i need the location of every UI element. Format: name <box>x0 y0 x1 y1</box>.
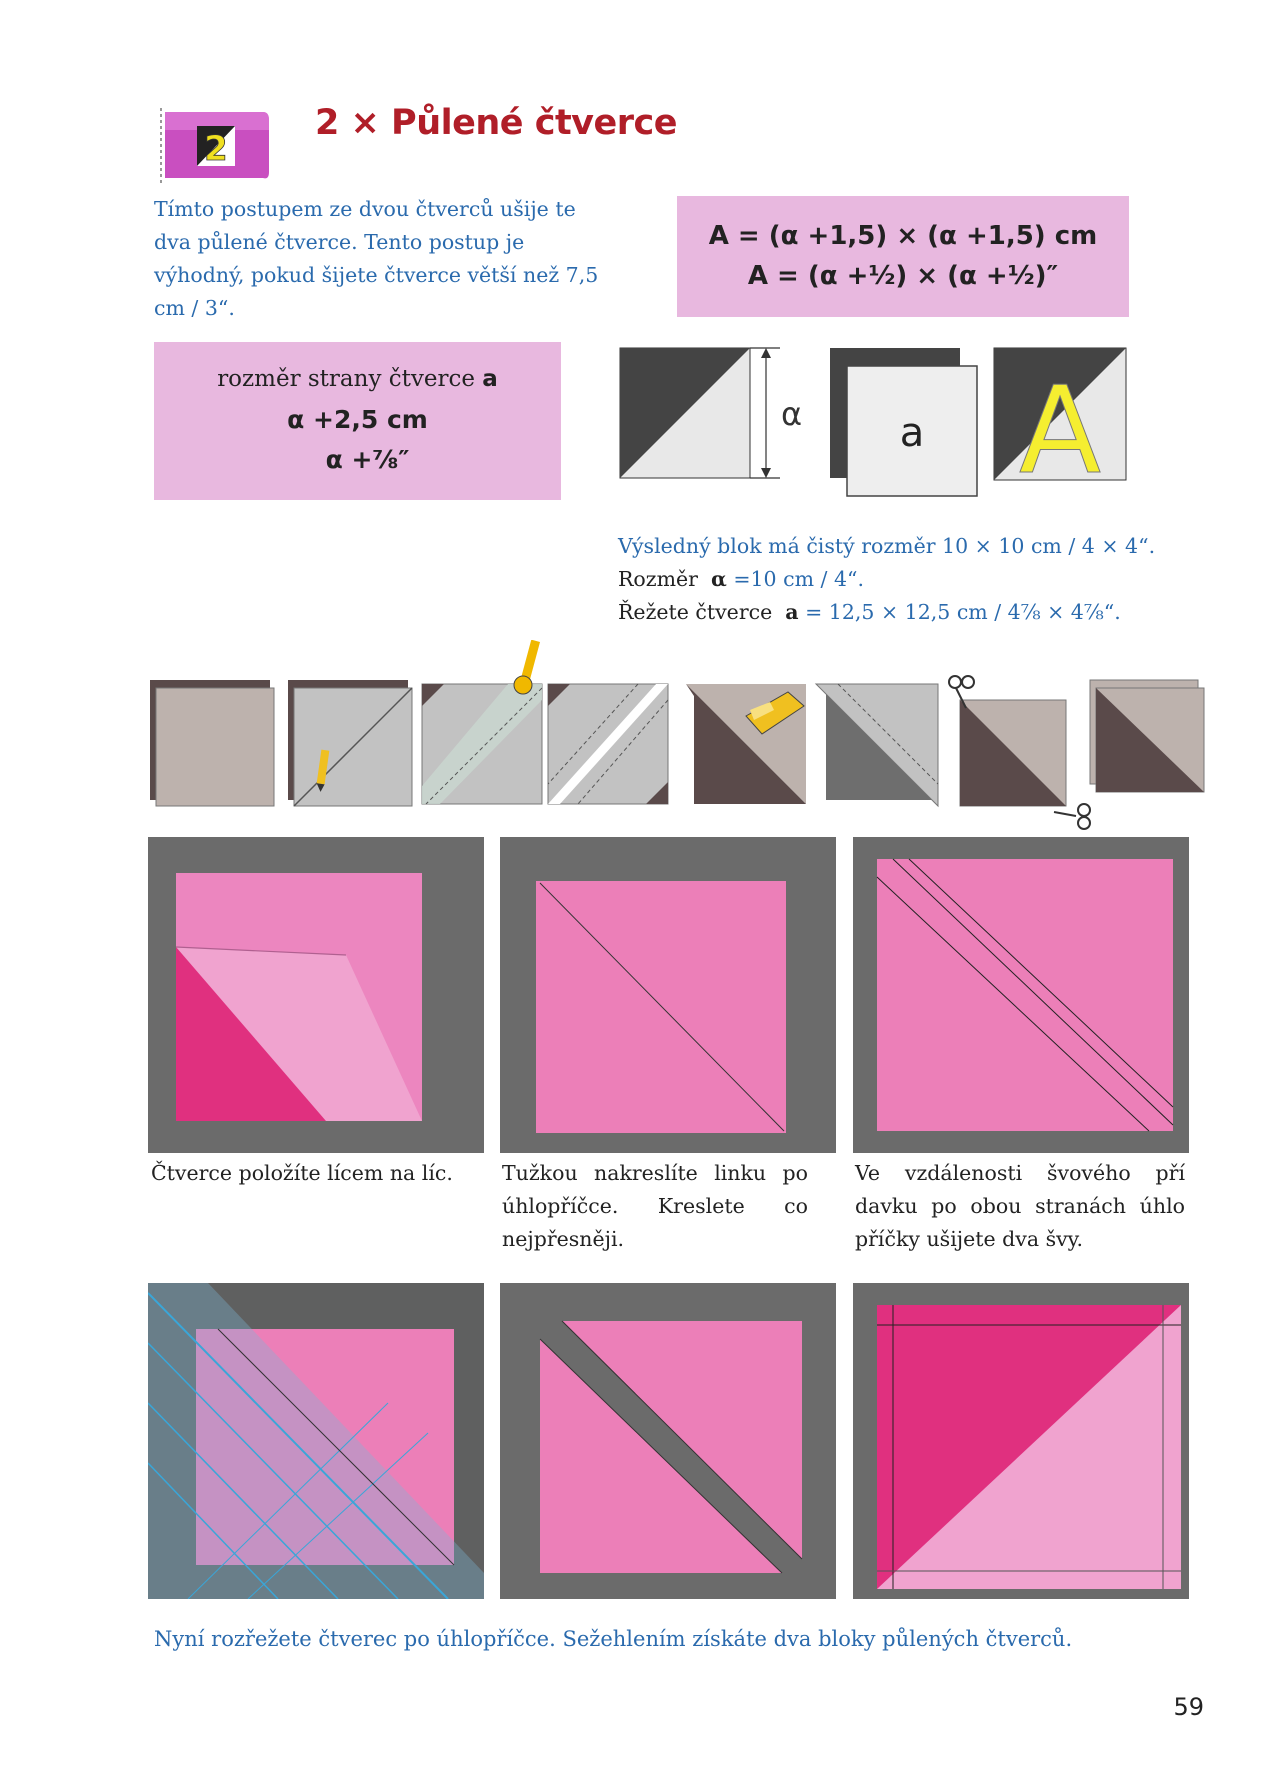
step8-finished-blocks-icon <box>1090 680 1204 792</box>
photo-pressed-block <box>853 1283 1189 1599</box>
result-line-3 <box>618 596 1238 629</box>
A-label: A <box>1018 362 1102 501</box>
result-line-2 <box>618 563 1238 596</box>
formula-imperial: A = (α +½) × (α +½)″ <box>747 261 1059 291</box>
formula-box <box>677 196 1129 317</box>
measurement-diagram <box>618 346 1130 506</box>
size-imperial: α +⅞″ <box>325 445 410 474</box>
formula-metric: A = (α +1,5) × (α +1,5) cm <box>708 221 1098 251</box>
alpha-label: α <box>781 395 803 433</box>
size-label-var: a <box>482 366 498 392</box>
step5-iron-icon <box>686 684 806 804</box>
result-line-2-label: Rozměr <box>618 567 698 591</box>
step7-scissors-icon <box>949 676 1090 829</box>
result-line-3-var: a <box>785 600 799 624</box>
step1-squares-icon <box>150 680 274 806</box>
intro-text: Tímto postupem ze dvou čtverců ušije te dva půlené čtverce. Tento postup je výhodný, pokud šijete čtverce větší než 7,5 cm / 3“. <box>154 197 599 320</box>
caption-2: Tužkou nakreslíte linku po úhlopříčce. Kreslete co nejpřesněji. <box>502 1161 808 1251</box>
photo-drawn-diagonal <box>500 837 836 1153</box>
photo-cut-strip <box>500 1283 836 1599</box>
a-label: a <box>899 410 925 456</box>
step3-ruler-cutter-icon <box>422 640 542 804</box>
size-metric: α +2,5 cm <box>287 405 428 434</box>
result-line-2-var: α <box>711 567 727 591</box>
result-line-3-label: Řežete čtverce <box>618 600 773 624</box>
size-label-text: rozměr strany čtverce <box>217 366 475 392</box>
step4-seam-lines-icon <box>548 684 668 804</box>
step6-triangle-icon <box>816 684 938 806</box>
page-number: 59 <box>1173 1693 1204 1721</box>
step-tag-icon <box>159 108 271 184</box>
page-title: 2 × Půlené čtverce <box>315 103 677 143</box>
caption-3: Ve vzdálenosti švového pří davku po obou stranách úhlo příčky ušijete dva švy. <box>855 1161 1185 1251</box>
bottom-caption: Nyní rozřežete čtverec po úhlopříčce. Sežehlením získáte dva bloky půlených čtverců. <box>154 1627 1073 1651</box>
result-line-2-value: =10 cm / 4“. <box>733 567 864 591</box>
step-number: 2 <box>204 129 228 169</box>
photo-squares-face-to-face <box>148 837 484 1153</box>
size-label <box>154 366 561 392</box>
photo-cutting-with-ruler <box>148 1283 484 1599</box>
result-line-3-value: = 12,5 × 12,5 cm / 4⅞ × 4⅞“. <box>805 600 1121 624</box>
photo-two-seams <box>853 837 1189 1153</box>
result-text <box>618 530 1238 629</box>
step-illustrations <box>148 640 1208 840</box>
size-box <box>154 342 561 500</box>
caption-1: Čtverce položíte lícem na líc. <box>151 1161 453 1185</box>
step2-pencil-icon <box>288 680 412 806</box>
result-line-1: Výsledný blok má čistý rozměr 10 × 10 cm / 4 × 4“. <box>618 534 1156 558</box>
